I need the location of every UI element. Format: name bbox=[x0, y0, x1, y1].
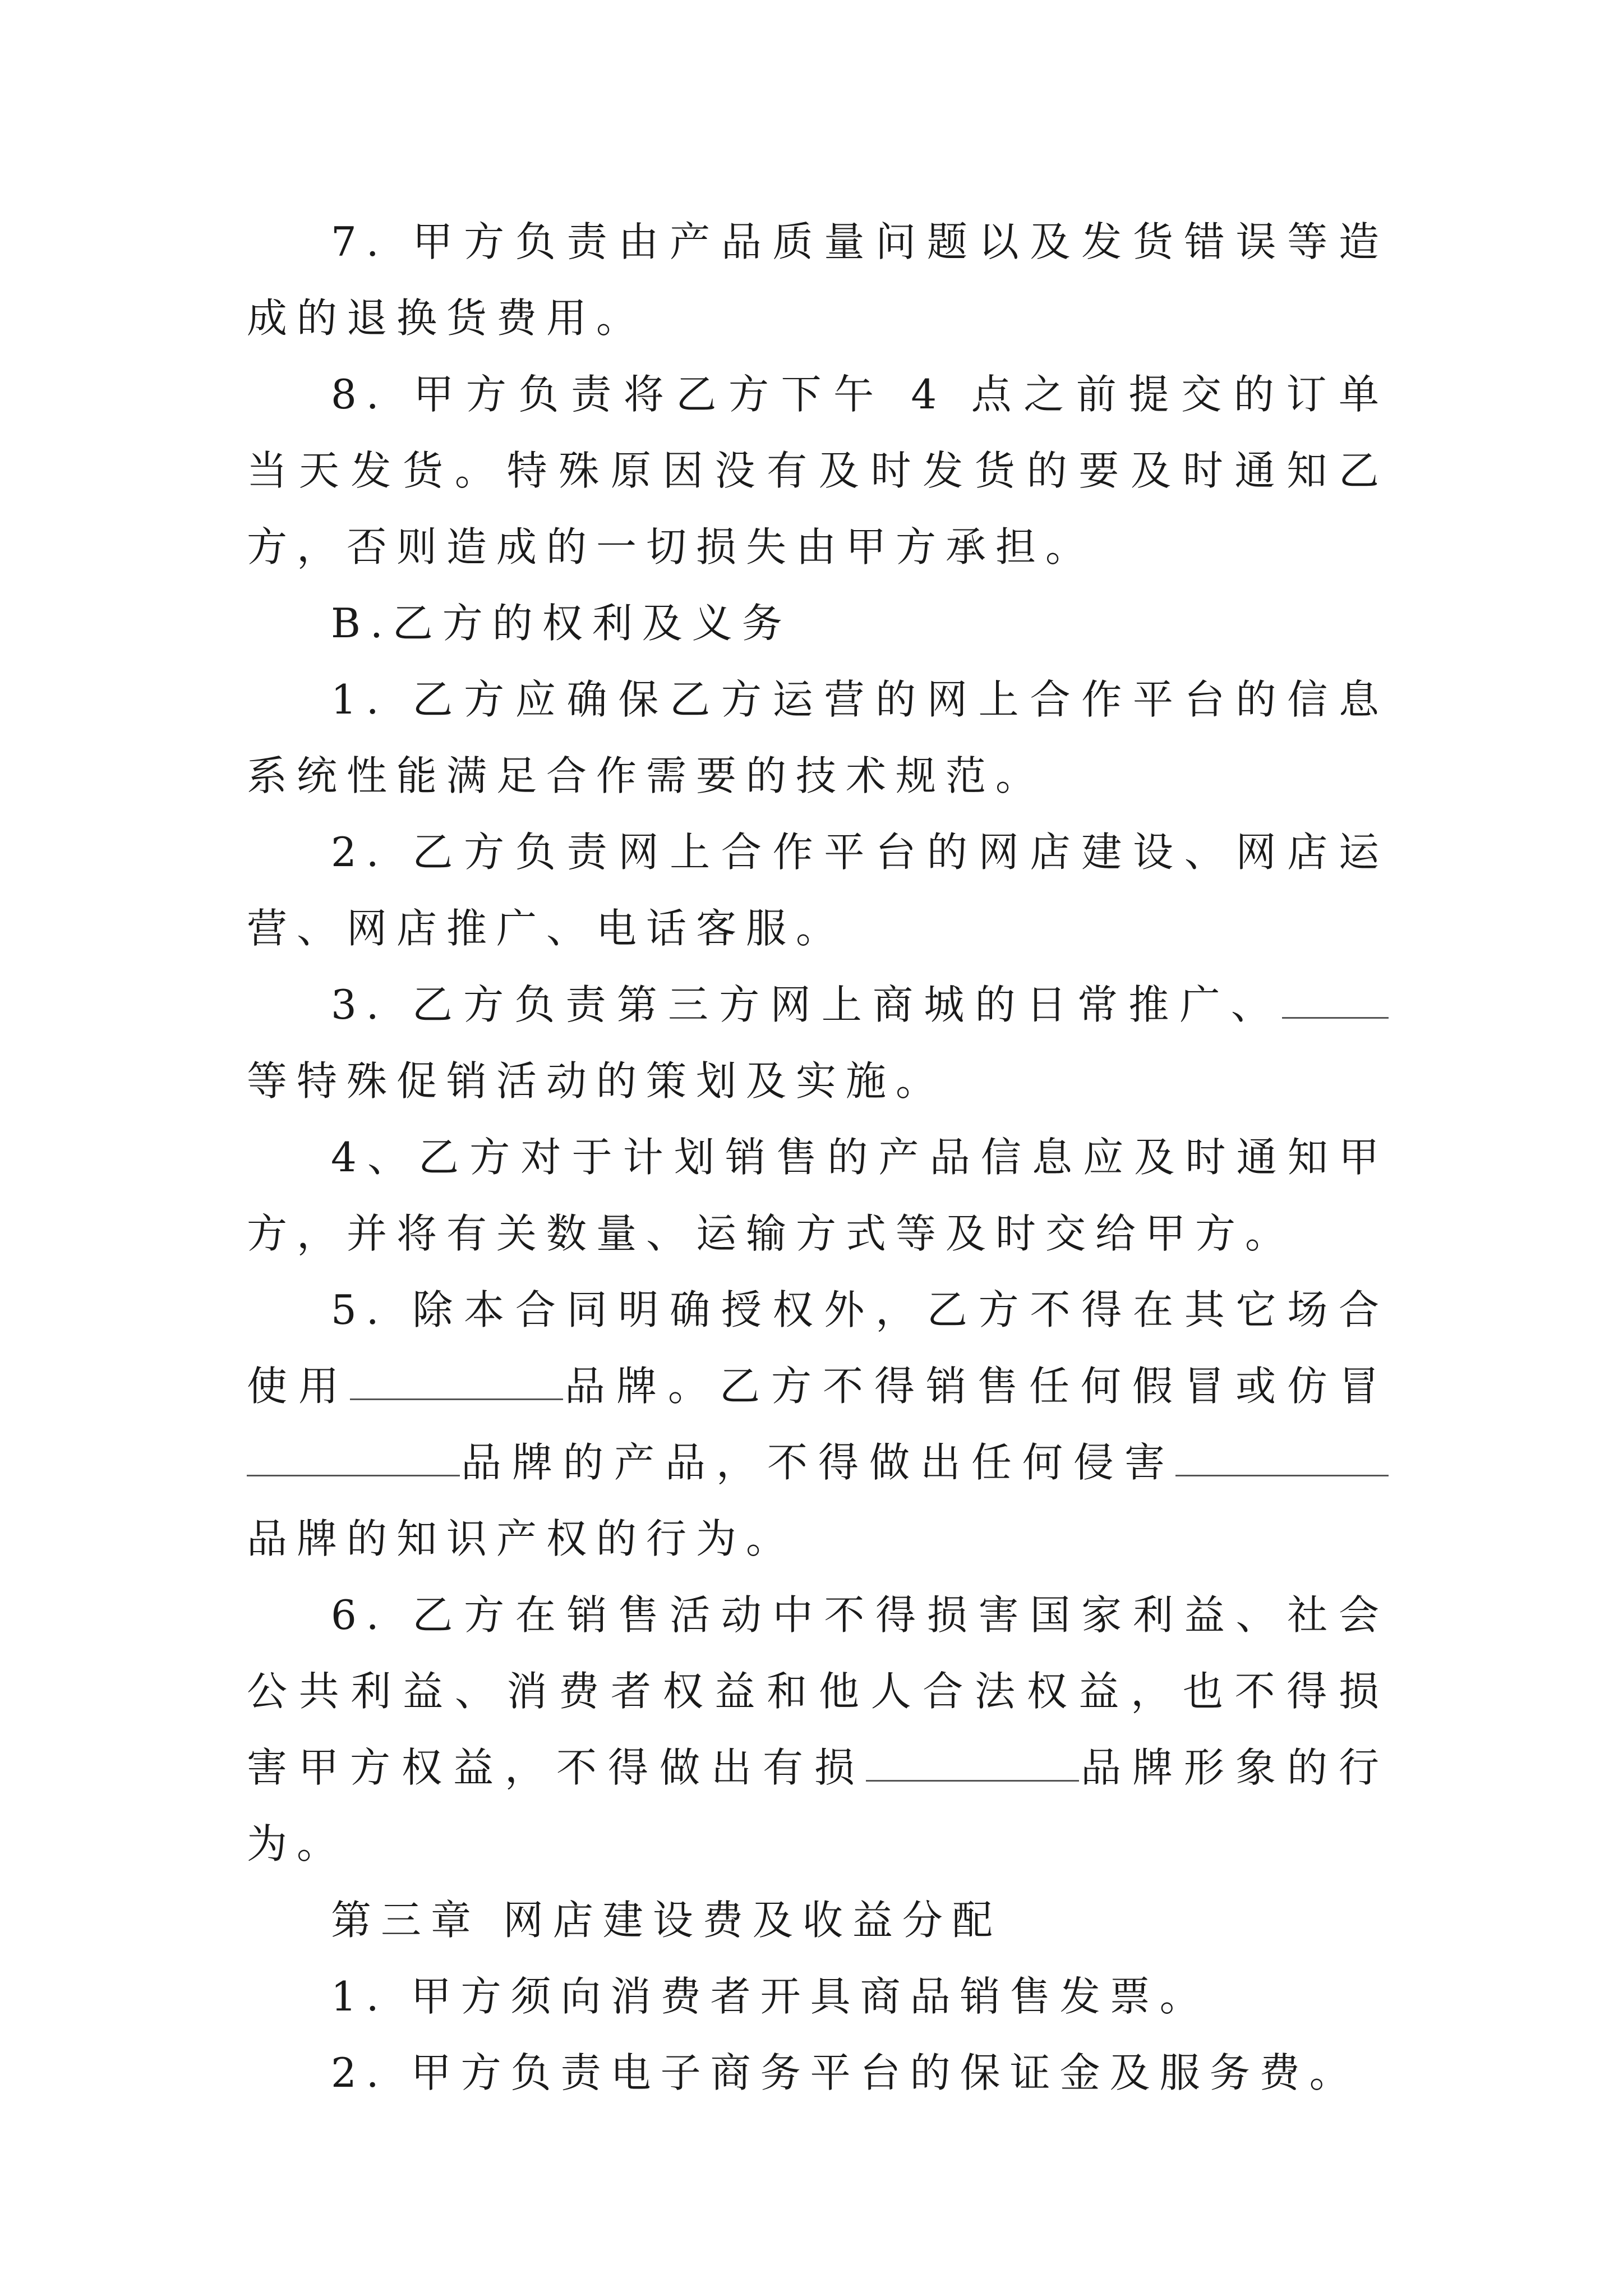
paragraph-text: 1. 甲方须向消费者开具商品销售发票。 bbox=[331, 1973, 1210, 2020]
paragraph-item-b1 bbox=[247, 661, 1389, 814]
paragraph-item-b5 bbox=[247, 1272, 1389, 1577]
paragraph-item-7 bbox=[247, 204, 1389, 356]
paragraph-text: 品牌形象的行为。 bbox=[247, 1744, 1389, 1867]
heading-text: B.乙方的权利及义务 bbox=[331, 600, 792, 647]
paragraph-item-c2 bbox=[247, 2035, 1389, 2111]
paragraph-item-b3 bbox=[247, 967, 1389, 1119]
fill-blank bbox=[1175, 1438, 1389, 1476]
fill-blank bbox=[1282, 980, 1389, 1019]
paragraph-item-c1 bbox=[247, 1958, 1389, 2035]
heading-text: 第三章 网店建设费及收益分配 bbox=[331, 1897, 1002, 1944]
paragraph-text: 5. 除本合同明确授权外，乙方不得在其它场合使用 bbox=[247, 1286, 1389, 1410]
paragraph-text: 8. 甲方负责将乙方下午 4 点之前提交的订单当天发货。特殊原因没有及时发货的要及时通知乙方，否则造成的一切损失由甲方承担。 bbox=[247, 371, 1389, 570]
paragraph-text: 品牌的产品，不得做出任何侵害 bbox=[460, 1439, 1175, 1486]
paragraph-text: 品牌的知识产权的行为。 bbox=[247, 1515, 796, 1562]
paragraph-text: 3. 乙方负责第三方网上商城的日常推广、 bbox=[331, 981, 1282, 1028]
paragraph-item-b6 bbox=[247, 1577, 1389, 1882]
fill-blank bbox=[350, 1361, 563, 1400]
paragraph-text: 等特殊促销活动的策划及实施。 bbox=[247, 1057, 946, 1105]
fill-blank bbox=[866, 1743, 1079, 1782]
section-heading-b bbox=[247, 585, 1389, 661]
paragraph-text: 品牌。乙方不得销售任何假冒或仿冒 bbox=[563, 1363, 1389, 1410]
paragraph-item-b4 bbox=[247, 1119, 1389, 1272]
fill-blank bbox=[247, 1438, 460, 1476]
paragraph-text: 2. 甲方负责电子商务平台的保证金及服务费。 bbox=[331, 2049, 1359, 2096]
paragraph-text: 7. 甲方负责由产品质量问题以及发货错误等造成的退换货费用。 bbox=[247, 218, 1389, 342]
paragraph-text: 4、乙方对于计划销售的产品信息应及时通知甲方，并将有关数量、运输方式等及时交给甲方。 bbox=[247, 1134, 1389, 1257]
paragraph-text: 2. 乙方负责网上合作平台的网店建设、网店运营、网店推广、电话客服。 bbox=[247, 829, 1389, 952]
paragraph-item-b2 bbox=[247, 814, 1389, 967]
chapter-heading bbox=[247, 1882, 1389, 1958]
paragraph-text: 6. 乙方在销售活动中不得损害国家利益、社会公共利益、消费者权益和他人合法权益，也不得损害甲方权益，不得做出有损 bbox=[247, 1591, 1389, 1791]
paragraph-item-8 bbox=[247, 356, 1389, 585]
paragraph-text: 1. 乙方应确保乙方运营的网上合作平台的信息系统性能满足合作需要的技术规范。 bbox=[247, 676, 1389, 799]
document-body bbox=[247, 204, 1389, 2111]
